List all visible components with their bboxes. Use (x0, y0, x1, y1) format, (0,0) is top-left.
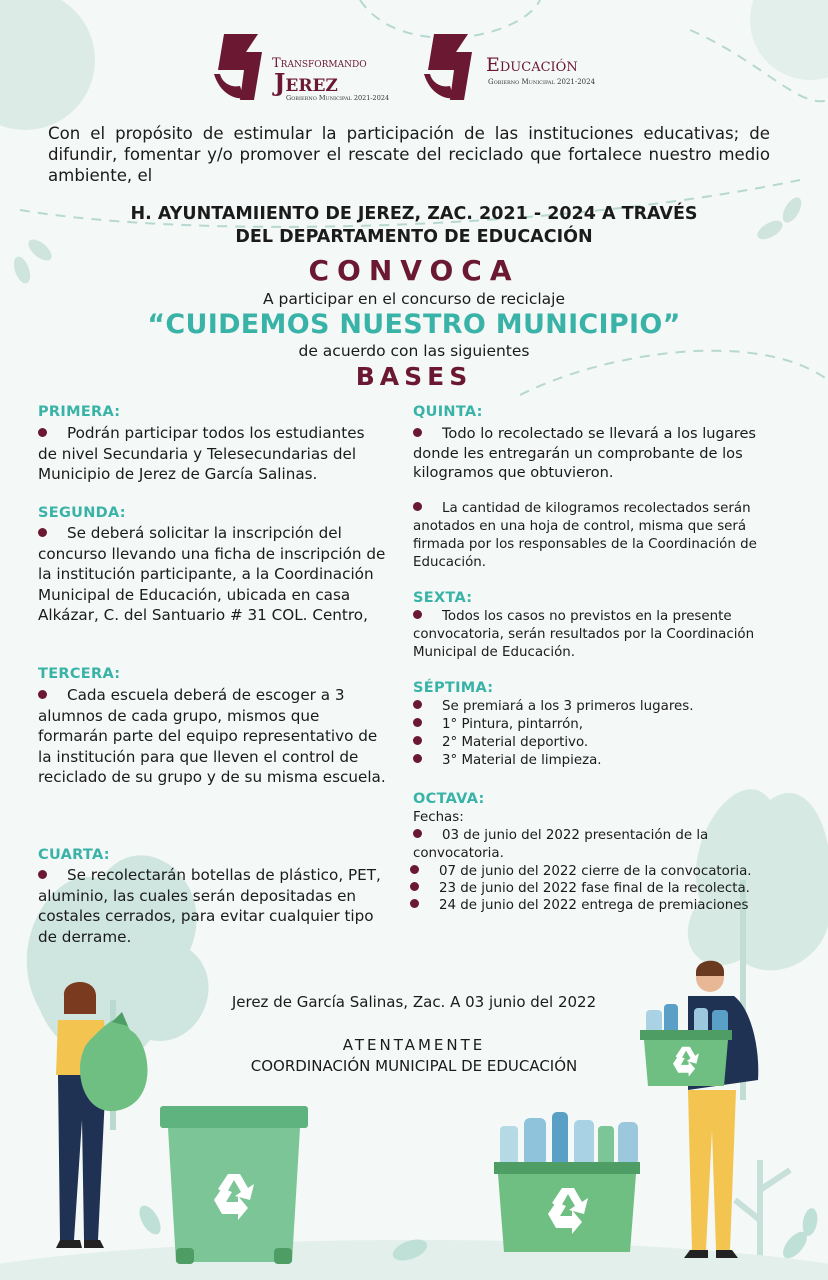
octava-date-item: 03 de junio del 2022 presentación de la convocatoria. (413, 827, 787, 863)
intro-paragraph: Con el propósito de estimular la participación de las instituciones educativas; de difundir, fomentar y/o promover el rescate del reciclado que fortalece nuestro medio ambiente, el (48, 124, 770, 185)
quinta-heading: QUINTA: (413, 404, 483, 420)
septima-item: 2° Material deportivo. (413, 734, 793, 752)
quinta-text-2: La cantidad de kilogramos recolectados serán anotados en una hoja de control, misma que será firmada por los responsables de la Coordinación de Educación. (413, 500, 793, 572)
segunda-heading: SEGUNDA: (38, 505, 126, 521)
convoca-title: CONVOCA (308, 254, 520, 287)
logo-line-3: Gobierno Municipal 2021-2024 (286, 94, 390, 102)
bases-title: BASES (355, 362, 473, 391)
heading-line-1: H. AYUNTAMIIENTO DE JEREZ, ZAC. 2021 - 2024 A TRAVÉS (130, 204, 698, 224)
logo-transformando-jerez (210, 30, 400, 102)
logo-line-1: Transformando (272, 56, 367, 71)
septima-item: Se premiará a los 3 primeros lugares. (413, 698, 793, 716)
octava-heading: OCTAVA: (413, 791, 485, 807)
organization-heading (0, 203, 828, 249)
primera-heading: PRIMERA: (38, 404, 121, 420)
place-and-date: Jerez de García Salinas, Zac. A 03 junio del 2022 (231, 993, 597, 1011)
logo-line-2: Jerez (274, 68, 338, 97)
septima-heading: SÉPTIMA: (413, 680, 494, 696)
acuerdo-text: de acuerdo con las siguientes (298, 342, 530, 360)
septima-item: 3° Material de limpieza. (413, 752, 793, 770)
educacion-logo-icon (420, 30, 484, 102)
octava-date-item: 23 de junio del 2022 fase final de la recolecta. (410, 880, 800, 898)
contest-name: “CUIDEMOS NUESTRO MUNICIPIO” (147, 309, 681, 340)
septima-item: 1° Pintura, pintarrón, (413, 716, 793, 734)
primera-text: Podrán participar todos los estudiantes de nivel Secundaria y Telesecundarias del Municipio de Jerez de García Salinas. (38, 423, 386, 485)
jerez-logo-icon (210, 30, 274, 102)
signing-organization: COORDINACIÓN MUNICIPAL DE EDUCACIÓN (250, 1057, 578, 1075)
logo-line-1: Educación (486, 54, 578, 76)
cuarta-text: Se recolectarán botellas de plástico, PET, aluminio, las cuales serán depositadas en costales cerrados, para evitar cualquier tipo de derrame. (38, 865, 390, 947)
tercera-heading: TERCERA: (38, 666, 121, 682)
quinta-text-1: Todo lo recolectado se llevará a los lugares donde les entregarán un comprobante de los kilogramos que obtuvieron. (413, 424, 775, 483)
sexta-text: Todos los casos no previstos en la presente convocatoria, serán resultados por la Coordinación Municipal de Educación. (413, 608, 793, 662)
tercera-text: Cada escuela deberá de escoger a 3 alumnos de cada grupo, mismos que formarán parte del equipo representativo de la institución para que lleven el control de reciclado de su grupo y de su misma escuela. (38, 685, 388, 788)
logo-educacion (420, 30, 620, 102)
participar-text: A participar en el concurso de reciclaje (262, 290, 566, 308)
atentamente: ATENTAMENTE (342, 1036, 486, 1054)
octava-date-item: 07 de junio del 2022 cierre de la convocatoria. (410, 863, 800, 881)
cuarta-heading: CUARTA: (38, 847, 110, 863)
octava-fechas-label: Fechas: (413, 810, 464, 825)
heading-line-2: DEL DEPARTAMENTO DE EDUCACIÓN (235, 227, 593, 247)
logo-line-2: Gobierno Municipal 2021-2024 (488, 78, 596, 86)
sexta-heading: SEXTA: (413, 590, 473, 606)
octava-date-item: 24 de junio del 2022 entrega de premiaciones (410, 897, 800, 915)
segunda-text: Se deberá solicitar la inscripción del concurso llevando una ficha de inscripción de la institución participante, a la Coordinación Municipal de Educación, ubicada en casa Alkázar, C. del Santuario # 31 COL. Centro, (38, 523, 388, 626)
